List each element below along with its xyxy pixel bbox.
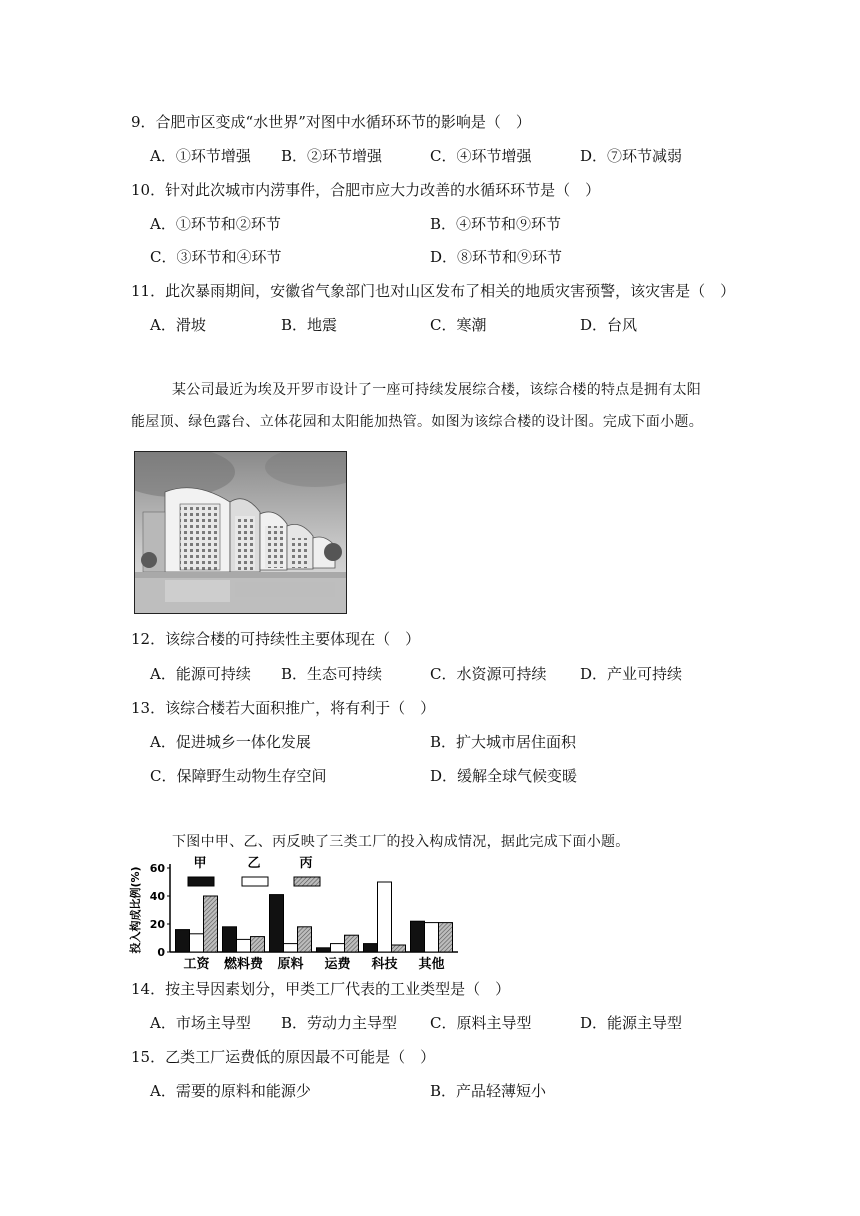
- y-axis-label: 投入构成比例(%): [129, 866, 142, 954]
- legend-label: 丙: [299, 856, 313, 871]
- bar-丙-其他: [439, 923, 453, 952]
- q13-option-b[interactable]: B．扩大城市居住面积: [430, 733, 577, 751]
- building-illustration: [135, 452, 346, 613]
- q11-option-c[interactable]: C．寒潮: [430, 316, 487, 334]
- q13-option-c[interactable]: C．保障野生动物生存空间: [150, 767, 327, 785]
- q14-option-d[interactable]: D．能源主导型: [580, 1014, 683, 1032]
- q9-option-a[interactable]: A．①环节增强: [150, 147, 251, 165]
- legend-label: 甲: [193, 856, 207, 871]
- q13-option-a[interactable]: A．促进城乡一体化发展: [150, 733, 311, 751]
- q9-option-d[interactable]: D．⑦环节减弱: [580, 147, 683, 165]
- x-tick-label: 工资: [183, 957, 210, 972]
- question-13-stem: 13．该综合楼若大面积推广，将有利于（ ）: [131, 699, 436, 717]
- x-tick-label: 燃料费: [223, 957, 264, 972]
- bar-甲-原料: [270, 895, 284, 952]
- legend-label: 乙: [247, 856, 261, 871]
- q12-option-d[interactable]: D．产业可持续: [580, 665, 683, 683]
- q15-option-a[interactable]: A．需要的原料和能源少: [150, 1082, 311, 1100]
- bar-甲-其他: [411, 921, 425, 952]
- x-tick-label: 运费: [324, 957, 351, 972]
- bar-甲-工资: [176, 930, 190, 952]
- bar-丙-科技: [392, 945, 406, 952]
- factory-passage-text: 下图中甲、乙、丙反映了三类工厂的投入构成情况，据此完成下面小题。: [172, 834, 630, 850]
- q9-option-c[interactable]: C．④环节增强: [430, 147, 532, 165]
- bar-乙-运费: [331, 944, 345, 952]
- q9-option-b[interactable]: B．②环节增强: [281, 147, 383, 165]
- q12-option-a[interactable]: A．能源可持续: [150, 665, 251, 683]
- q10-option-b[interactable]: B．④环节和⑨环节: [430, 215, 562, 233]
- q11-option-a[interactable]: A．滑坡: [150, 316, 206, 334]
- bar-丙-原料: [298, 927, 312, 952]
- bar-甲-科技: [364, 944, 378, 952]
- bar-甲-运费: [317, 948, 331, 952]
- q10-option-a[interactable]: A．①环节和②环节: [150, 215, 281, 233]
- bar-丙-燃料费: [251, 937, 265, 952]
- q14-option-a[interactable]: A．市场主导型: [150, 1014, 251, 1032]
- q14-option-c[interactable]: C．原料主导型: [430, 1014, 532, 1032]
- question-14-stem: 14．按主导因素划分，甲类工厂代表的工业类型是（ ）: [131, 980, 511, 998]
- bar-丙-工资: [204, 896, 218, 952]
- bar-丙-运费: [345, 935, 359, 952]
- x-tick-label: 科技: [371, 957, 398, 972]
- bar-乙-其他: [425, 923, 439, 952]
- question-10-stem: 10．针对此次城市内涝事件，合肥市应大力改善的水循环环节是（ ）: [131, 181, 601, 199]
- building-design-image: [134, 451, 347, 614]
- question-15-stem: 15．乙类工厂运费低的原因最不可能是（ ）: [131, 1048, 436, 1066]
- y-tick-label: 60: [149, 862, 165, 875]
- question-11-stem: 11．此次暴雨期间，安徽省气象部门也对山区发布了相关的地质灾害预警，该灾害是（ ）: [131, 282, 736, 300]
- q14-option-b[interactable]: B．劳动力主导型: [281, 1014, 398, 1032]
- q10-option-c[interactable]: C．③环节和④环节: [150, 248, 282, 266]
- q10-option-d[interactable]: D．⑧环节和⑨环节: [430, 248, 563, 266]
- q15-option-b[interactable]: B．产品轻薄短小: [430, 1082, 547, 1100]
- bar-甲-燃料费: [223, 927, 237, 952]
- question-9-stem: 9．合肥市区变成“水世界”对图中水循环环节的影响是（ ）: [131, 113, 531, 131]
- legend-swatch: [242, 877, 268, 886]
- factory-passage: [131, 826, 731, 858]
- bar-乙-原料: [284, 944, 298, 952]
- q12-option-b[interactable]: B．生态可持续: [281, 665, 383, 683]
- question-12-stem: 12．该综合楼的可持续性主要体现在（ ）: [131, 630, 421, 648]
- factory-input-chart: [128, 856, 468, 974]
- bar-乙-燃料费: [237, 939, 251, 952]
- building-passage-line-1: 某公司最近为埃及开罗市设计了一座可持续发展综合楼，该综合楼的特点是拥有太阳: [172, 382, 702, 398]
- legend-swatch: [294, 877, 320, 886]
- x-tick-label: 原料: [277, 957, 304, 972]
- q11-option-b[interactable]: B．地震: [281, 316, 338, 334]
- bar-乙-工资: [190, 934, 204, 952]
- y-tick-label: 20: [149, 918, 165, 931]
- building-passage-line-2: 能屋顶、绿色露台、立体花园和太阳能加热管。如图为该综合楼的设计图。完成下面小题。: [131, 414, 703, 430]
- building-passage: [131, 374, 731, 438]
- x-tick-label: 其他: [418, 957, 445, 972]
- bar-乙-科技: [378, 882, 392, 952]
- y-tick-label: 0: [157, 946, 165, 959]
- q13-option-d[interactable]: D．缓解全球气候变暖: [430, 767, 578, 785]
- q11-option-d[interactable]: D．台风: [580, 316, 638, 334]
- q12-option-c[interactable]: C．水资源可持续: [430, 665, 547, 683]
- y-tick-label: 40: [149, 890, 165, 903]
- legend-swatch: [188, 877, 214, 886]
